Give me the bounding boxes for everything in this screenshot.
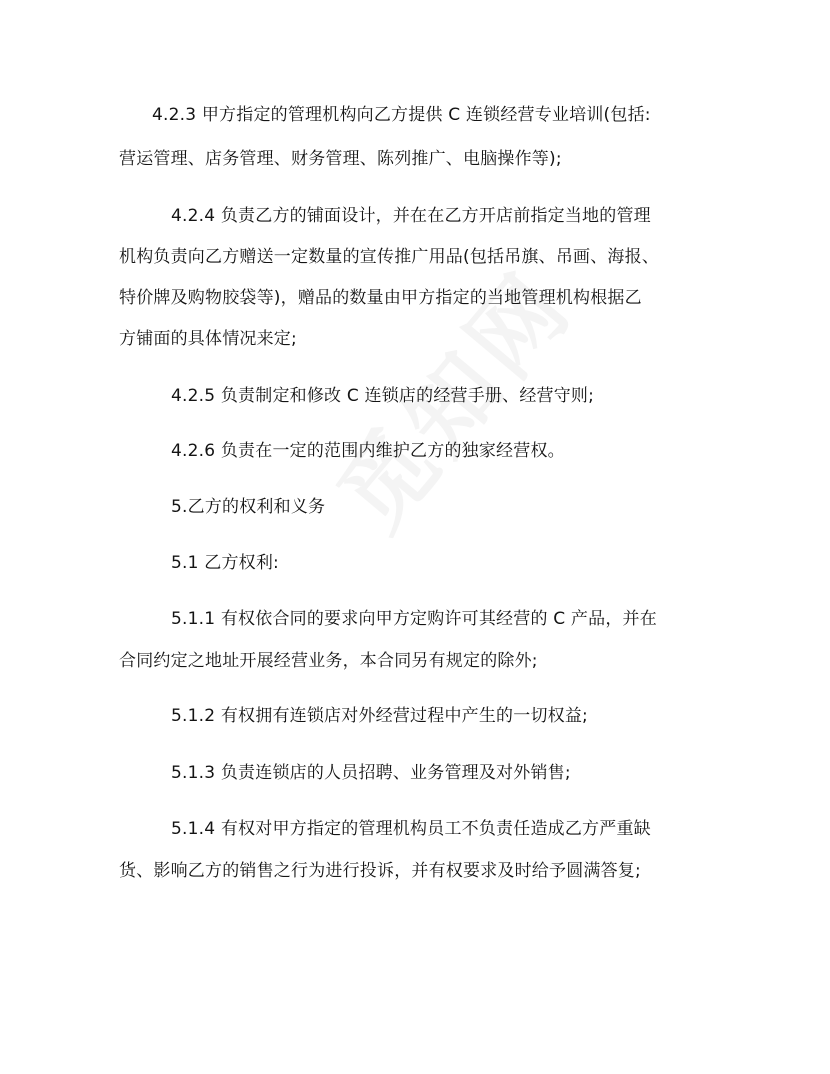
section-heading: 5.乙方的权利和义务 (171, 497, 326, 517)
text-line: 4.2.6 负责在一定的范围内维护乙方的独家经营权。 (171, 441, 565, 461)
text-line: 合同约定之地址开展经营业务，本合同另有规定的除外; (119, 651, 538, 671)
subsection-heading: 5.1 乙方权利: (171, 553, 279, 573)
text-line: 5.1.1 有权依合同的要求向甲方定购许可其经营的 C 产品，并在 (171, 609, 657, 629)
text-line: 特价牌及购物胶袋等)，赠品的数量由甲方指定的当地管理机构根据乙 (119, 288, 642, 308)
text-line: 营运管理、店务管理、财务管理、陈列推广、电脑操作等); (119, 149, 562, 169)
text-line: 4.2.5 负责制定和修改 C 连锁店的经营手册、经营守则; (171, 386, 595, 406)
text-line: 5.1.4 有权对甲方指定的管理机构员工不负责任造成乙方严重缺 (171, 819, 651, 839)
text-line: 5.1.2 有权拥有连锁店对外经营过程中产生的一切权益; (171, 706, 588, 726)
text-line: 5.1.3 负责连锁店的人员招聘、业务管理及对外销售; (171, 763, 571, 783)
text-line: 机构负责向乙方赠送一定数量的宣传推广用品(包括吊旗、吊画、海报、 (119, 247, 660, 267)
text-line: 4.2.4 负责乙方的铺面设计，并在在乙方开店前指定当地的管理 (171, 206, 651, 226)
text-line: 4.2.3 甲方指定的管理机构向乙方提供 C 连锁经营专业培训(包括: (152, 105, 651, 125)
text-line: 方铺面的具体情况来定; (119, 329, 297, 349)
text-line: 货、影响乙方的销售之行为进行投诉，并有权要求及时给予圆满答复; (119, 861, 641, 881)
